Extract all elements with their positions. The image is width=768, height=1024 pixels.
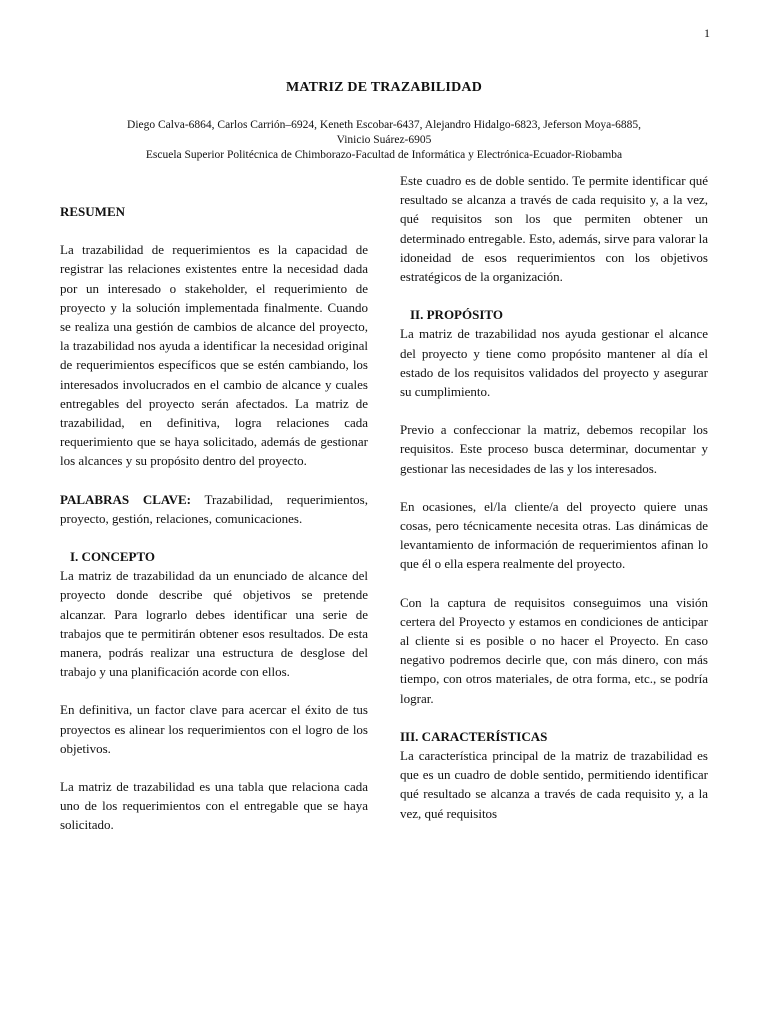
resumen-heading: RESUMEN [60,204,126,219]
concepto-paragraph-2: En definitiva, un factor clave para acercar el éxito de tus proyectos es alinear los requerimientos con el logro de los objetivos. [60,702,368,756]
concepto-heading: I. CONCEPTO [70,549,155,565]
right-column [400,171,708,823]
authors-line-2: Vinicio Suárez-6905 [336,134,432,146]
authors-line-1: Diego Calva-6864, Carlos Carrión–6924, Keneth Escobar-6437, Alejandro Hidalgo-6823, Jeferson Moya-6885, [127,119,641,131]
keywords-text: Trazabilidad, requerimientos, proyecto, gestión, relaciones, comunicaciones. [60,491,368,526]
proposito-paragraph-3: En ocasiones, el/la cliente/a del proyecto quiere unas cosas, pero técnicamente necesita otras. Las dinámicas de levantamiento de información de requerimientos afinan lo que él o ella espera realmente del proyecto. [400,498,708,572]
keywords-label: PALABRAS CLAVE: [60,491,192,507]
caracteristicas-paragraph-1: La característica principal de la matriz de trazabilidad es que es un cuadro de doble sentido, permitiendo identificar qué resultado se alcanza a través de cada requisito y, a la vez, qué requisitos [400,748,708,821]
concepto-paragraph-3: La matriz de trazabilidad es una tabla que relaciona cada uno de los requerimientos con el entregable que se haya solicitado. [60,779,368,833]
concepto-paragraph-1: La matriz de trazabilidad da un enunciado de alcance del proyecto donde describe qué objetivos se pretende alcanzar. Para lograrlo debes identificar una serie de trabajos que te permitirán obtener esos resultados. De esta manera, podrás realizar una estructura de desglose del trabajo y una planificación acorde con ellos. [60,568,368,680]
left-column [60,202,368,835]
affiliation: Escuela Superior Politécnica de Chimborazo-Facultad de Informática y Electrónica-Ecuador-Riobamba [145,149,623,161]
keywords-paragraph [60,490,368,528]
proposito-paragraph-4: Con la captura de requisitos conseguimos una visión certera del Proyecto y estamos en condiciones de anticipar al cliente si es posible o no hacer el Proyecto. En caso negativo podremos decirle que, con más dinero, con más tiempo, con otros materiales, de otra forma, etc., se podría lograr. [400,594,708,706]
proposito-paragraph-2: Previo a confeccionar la matriz, debemos recopilar los requisitos. Este proceso busca determinar, documentar y gestionar las necesidades de las y los interesados. [400,422,708,476]
paper-title: MATRIZ DE TRAZABILIDAD [285,80,483,95]
proposito-heading: II. PROPÓSITO [410,307,503,323]
caracteristicas-heading: III. CARACTERÍSTICAS [400,728,548,744]
authors-block [90,118,678,163]
page-number: 1 [704,26,710,40]
proposito-paragraph-1: La matriz de trazabilidad nos ayuda gestionar el alcance del proyecto y tiene como propósito mantener al día el estado de los requisitos validados del proyecto y asegurar su cumplimiento. [400,326,708,400]
resumen-paragraph: La trazabilidad de requerimientos es la capacidad de registrar las relaciones existentes entre la necesidad dada por un interesado o stakeholder, el requerimiento de proyecto y la solución implementada finalmente. Cuando se realiza una gestión de cambios de alcance del proyecto, la trazabilidad nos ayuda a identificar la necesidad original de requerimientos específicos que se estén cambiando, los interesados involucrados en el cambio de alcance y cuales entregables del proyecto serán afectados. La matriz de trazabilidad, en definitiva, logra relaciones cada requerimiento que se haya solicitado, además de gestionar los alcances y su propósito dentro del proyecto. [60,242,368,469]
intro-paragraph: Este cuadro es de doble sentido. Te permite identificar qué resultado se alcanza a través de cada requisito y, a la vez, qué requisitos son los que permiten obtener un determinado entregable. Esto, además, sirve para valorar la idoneidad de esos requerimientos con los objetivos estratégicos de la organización. [400,173,708,285]
